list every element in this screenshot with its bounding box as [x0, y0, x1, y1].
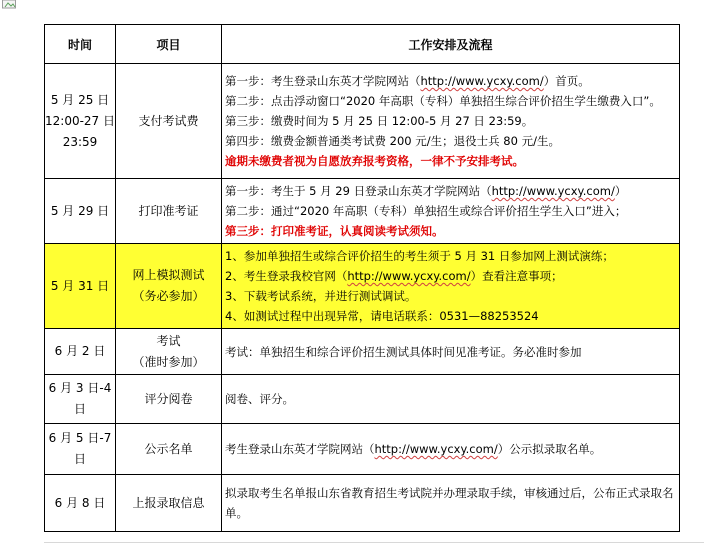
cell-time: [45, 375, 116, 424]
cell-work: [222, 375, 680, 424]
work-line: 3、下载考试系统，并进行测试调试。: [225, 289, 417, 303]
cell-item: [116, 424, 222, 475]
cell-work: [222, 475, 680, 532]
item-text: （务必参加）: [132, 289, 205, 303]
item-text: 上报录取信息: [132, 495, 205, 510]
work-line: 第三步：缴费时间为 5 月 25 日 12:00-5 月 27 日 23:59。: [225, 114, 534, 128]
table-header-row: [45, 25, 680, 64]
item-text: 评分阅卷: [144, 391, 193, 406]
line-prefix: 第一步：考生登录山东英才学院网站（: [225, 74, 421, 88]
line-suffix: ）公示拟录取名单。: [497, 442, 602, 456]
cell-time: [45, 244, 116, 329]
work-line: 拟录取考生名单报山东省教育招生考试院并办理录取手续，审核通过后，公布正式录取名单。: [225, 486, 674, 520]
broken-image-icon: [2, 0, 18, 10]
table-row: [45, 244, 680, 329]
line-prefix: 考生登录山东英才学院网站（: [225, 442, 375, 456]
table-row: [45, 475, 680, 532]
table-row: [45, 375, 680, 424]
line-suffix: ）: [614, 184, 627, 198]
cell-work: [222, 64, 680, 179]
work-line: [225, 71, 679, 91]
table-row: [45, 179, 680, 244]
time-text: 6 月 5 日-7: [48, 431, 112, 445]
cell-item: [116, 179, 222, 244]
time-text: 6 月 8 日: [54, 495, 106, 510]
cell-time: [45, 329, 116, 375]
website-link[interactable]: http://www.ycxy.com/: [420, 74, 544, 88]
work-line: [225, 221, 679, 241]
item-text: 打印准考证: [138, 203, 199, 218]
work-line: 第二步：通过“2020 年高职（专科）单独招生或综合评价招生学生入口”进入；: [225, 204, 627, 218]
time-text: 12:00-27 日: [45, 113, 115, 128]
cell-time: [45, 475, 116, 532]
work-line: [225, 151, 679, 171]
work-line: [225, 439, 679, 459]
work-line: 4、如测试过程中出现异常，请电话联系：0531—88253524: [225, 309, 539, 323]
page-divider: [44, 542, 704, 543]
cell-time: [45, 64, 116, 179]
item-text: 支付考试费: [138, 113, 199, 128]
time-text: 6 月 3 日-4: [48, 381, 112, 395]
item-text: 公示名单: [144, 441, 193, 456]
cell-item: [116, 64, 222, 179]
cell-work: [222, 424, 680, 475]
item-text: 考试: [156, 333, 181, 348]
website-link[interactable]: http://www.ycxy.com/: [374, 442, 498, 456]
header-work: 工作安排及流程: [222, 25, 680, 64]
work-line: [225, 181, 679, 201]
time-text: 5 月 31 日: [50, 278, 110, 293]
cell-work: [222, 179, 680, 244]
line-prefix: 第一步：考生于 5 月 29 日登录山东英才学院网站（: [225, 184, 492, 198]
work-line: 第四步：缴费金额普通类考试费 200 元/生；退役士兵 80 元/生。: [225, 134, 560, 148]
time-text: 5 月 25 日: [50, 92, 110, 107]
cell-work: [222, 329, 680, 375]
warning-text: 第三步：打印准考证，认真阅读考试须知。: [225, 224, 444, 238]
table-row: [45, 64, 680, 179]
cell-item: [116, 244, 222, 329]
time-text: 23:59: [62, 134, 98, 149]
cell-item: [116, 475, 222, 532]
line-suffix: ）查看注意事项；: [470, 269, 563, 283]
cell-work: [222, 244, 680, 329]
cell-time: [45, 424, 116, 475]
work-line: 第二步：点击浮动窗口“2020 年高职（专科）单独招生综合评价招生学生缴费入口”。: [225, 94, 661, 108]
schedule-table: [44, 24, 680, 532]
item-text: （准时参加）: [132, 354, 205, 369]
work-line: 阅卷、评分。: [225, 392, 294, 406]
time-text: 日: [73, 452, 86, 466]
website-link[interactable]: http://www.ycxy.com/: [491, 184, 615, 198]
cell-item: [116, 375, 222, 424]
work-line: [225, 266, 679, 286]
time-text: 5 月 29 日: [50, 203, 110, 218]
header-time: 时间: [45, 25, 116, 64]
item-text: 网上模拟测试: [132, 268, 205, 282]
table-row: [45, 424, 680, 475]
warning-text: 逾期未缴费者视为自愿放弃报考资格，一律不予安排考试。: [225, 154, 524, 168]
work-line: 1、参加单独招生或综合评价招生的考生须于 5 月 31 日参加网上测试演练；: [225, 249, 614, 263]
header-item: 项目: [116, 25, 222, 64]
work-line: 考试：单独招生和综合评价招生测试具体时间见准考证。务必准时参加: [225, 344, 582, 359]
website-link[interactable]: http://www.ycxy.com/: [347, 269, 471, 283]
line-suffix: ）首页。: [543, 74, 590, 88]
table-row: [45, 329, 680, 375]
cell-item: [116, 329, 222, 375]
time-text: 6 月 2 日: [54, 344, 106, 358]
line-prefix: 2、考生登录我校官网（: [225, 269, 348, 283]
time-text: 日: [73, 402, 86, 416]
cell-time: [45, 179, 116, 244]
